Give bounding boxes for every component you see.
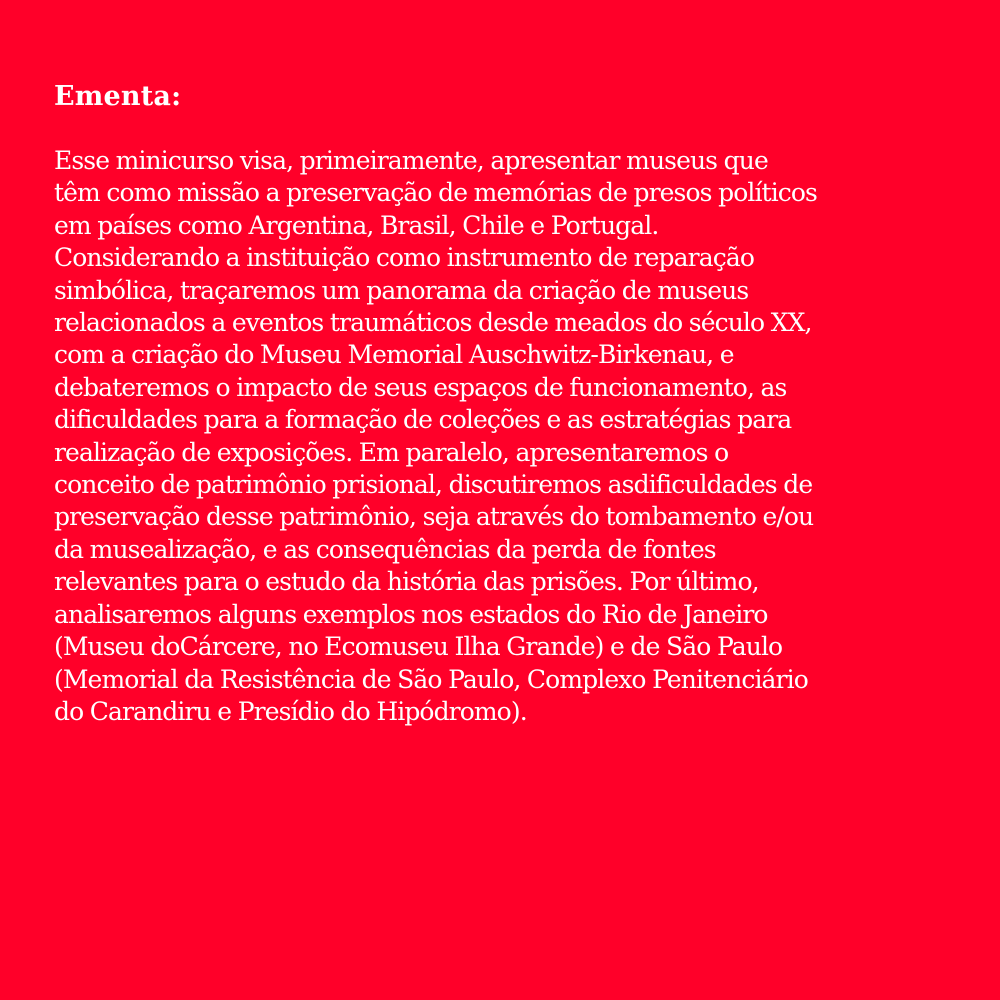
body-paragraph: Esse minicurso visa, primeiramente, apresentar museus que têm como missão a preservação de memórias de presos políticos em países como Argentina, Brasil, Chile e Portugal. Considerando a instituição como instrumento de reparação simbólica, traçaremos um panorama da criação de museus relacionados a eventos traumáticos desde meados do século XX, com a criação do Museu Memorial Auschwitz-Birkenau, e debateremos o impacto de seus espaços de funcionamento, as dificuldades para a formação de coleções e as estratégias para realização de exposições. Em paralelo, apresentaremos o conceito de patrimônio prisional, discutiremos asdificuldades de preservação desse patrimônio, seja através do tombamento e/ou da musealização, e as consequências da perda de fontes relevantes para o estudo da história das prisões. Por último, analisaremos alguns exemplos nos estados do Rio de Janeiro (Museu doCárcere, no Ecomuseu Ilha Grande) e de São Paulo (Memorial da Resistência de São Paulo, Complexo Penitenciário do Carandiru e Presídio do Hipódromo). (54, 146, 817, 726)
heading-title: Ementa: (54, 81, 182, 112)
